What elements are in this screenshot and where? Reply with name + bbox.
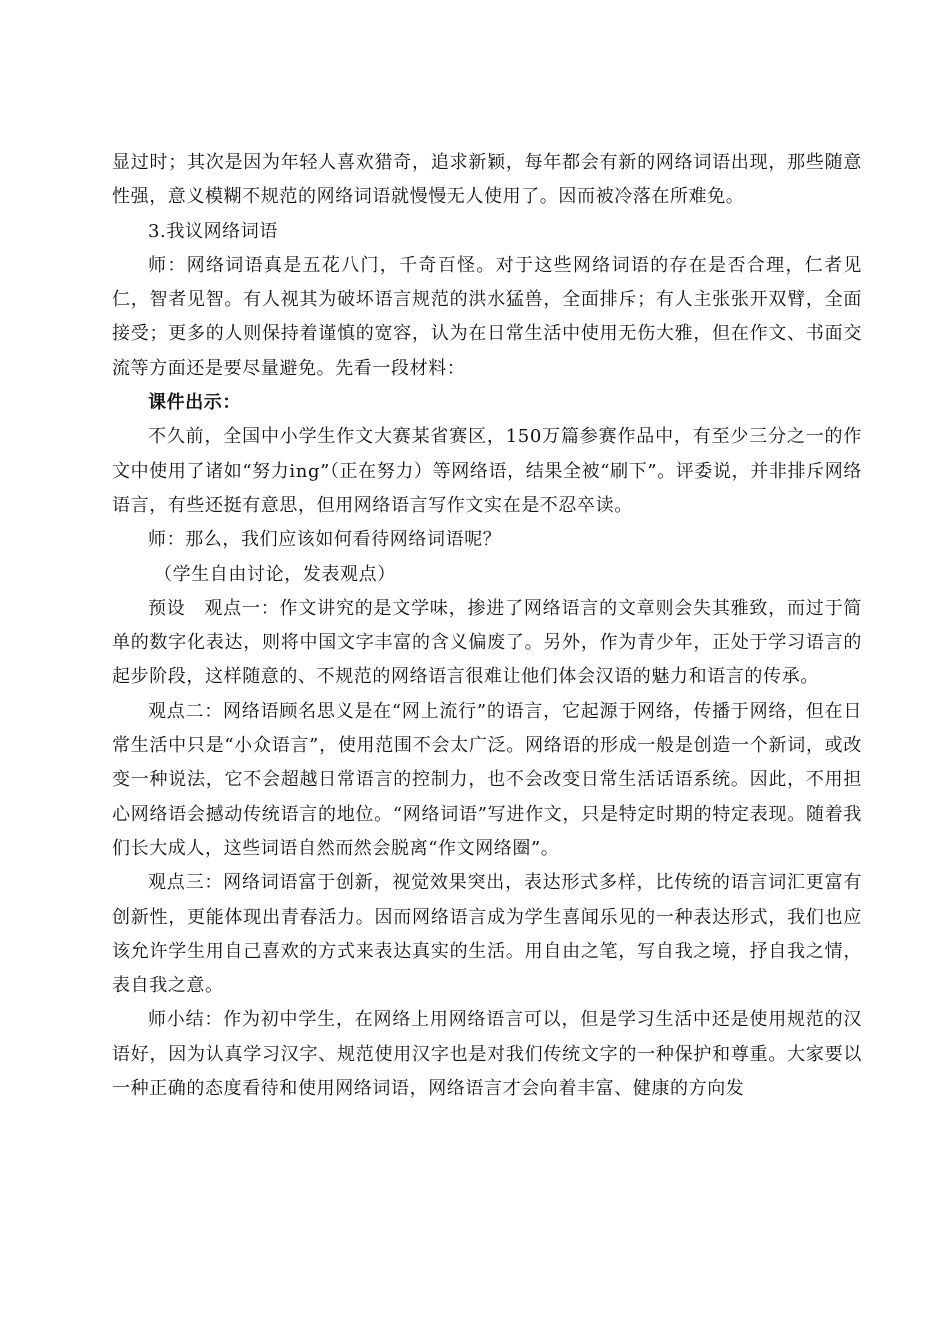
viewpoint-three: 观点三：网络词语富于创新，视觉效果突出，表达形式多样，比传统的语言词汇更富有创新性，更能体现出青春活力。因而网络语言成为学生喜闻乐见的一种表达形式，我们也应该允许学生用自己喜欢的方式来表达真实的生活。用自由之笔，写自我之境，抒自我之情，表自我之意。 xyxy=(112,872,862,997)
paragraph-continuation: 显过时；其次是因为年轻人喜欢猎奇，追求新颖，每年都会有新的网络词语出现，那些随意性强，意义模糊不规范的网络词语就慢慢无人使用了。因而被冷落在所难免。 xyxy=(112,152,862,208)
teacher-intro-paragraph: 师：网络词语真是五花八门，千奇百怪。对于这些网络词语的存在是否合理，仁者见仁，智者见智。有人视其为破坏语言规范的洪水猛兽，全面排斥；有人主张张开双臂，全面接受；更多的人则保持着谨慎的宽容，认为在日常生活中使用无伤大雅，但在作文、书面交流等方面还是要尽量避免。先看一段材料： xyxy=(112,254,862,379)
student-discussion-note: （学生自由讨论，发表观点） xyxy=(154,563,396,585)
viewpoint-two: 观点二：网络语顾名思义是在“网上流行”的语言，它起源于网络，传播于网络，但在日常生活中只是“小众语言”，使用范围不会太广泛。网络语的形成一般是创造一个新词，或改变一种说法，它不会超越日常语言的控制力，也不会改变日常生活话语系统。因此，不用担心网络语会撼动传统语言的地位。“网络词语”写进作文，只是特定时期的特定表现。随着我们长大成人，这些词语自然而然会脱离“作文网络圈”。 xyxy=(112,700,862,859)
document-page xyxy=(112,146,862,1106)
material-paragraph: 不久前，全国中小学生作文大赛某省赛区，150万篇参赛作品中，有至少三分之一的作文中使用了诸如“努力ing”（正在努力）等网络语，结果全被“刷下”。评委说，并非排斥网络语言，有些还挺有意思，但用网络语言写作文实在是不忍卒读。 xyxy=(112,426,862,516)
viewpoint-one: 预设 观点一：作文讲究的是文学味，掺进了网络语言的文章则会失其雅致，而过于简单的数字化表达，则将中国文字丰富的含义偏废了。另外，作为青少年，正处于学习语言的起步阶段，这样随意的、不规范的网络语言很难让他们体会汉语的魅力和语言的传承。 xyxy=(112,597,862,688)
teacher-question: 师：那么，我们应该如何看待网络词语呢？ xyxy=(148,529,502,551)
section-heading: 3.我议网络词语 xyxy=(148,220,278,242)
teacher-summary: 师小结：作为初中学生，在网络上用网络语言可以，但是学习生活中还是使用规范的汉语好，因为认真学习汉字、规范使用汉字也是对我们传统文字的一种保护和尊重。大家要以一种正确的态度看待和使用网络词语，网络语言才会向着丰富、健康的方向发 xyxy=(112,1009,862,1100)
courseware-label: 课件出示： xyxy=(148,392,241,414)
